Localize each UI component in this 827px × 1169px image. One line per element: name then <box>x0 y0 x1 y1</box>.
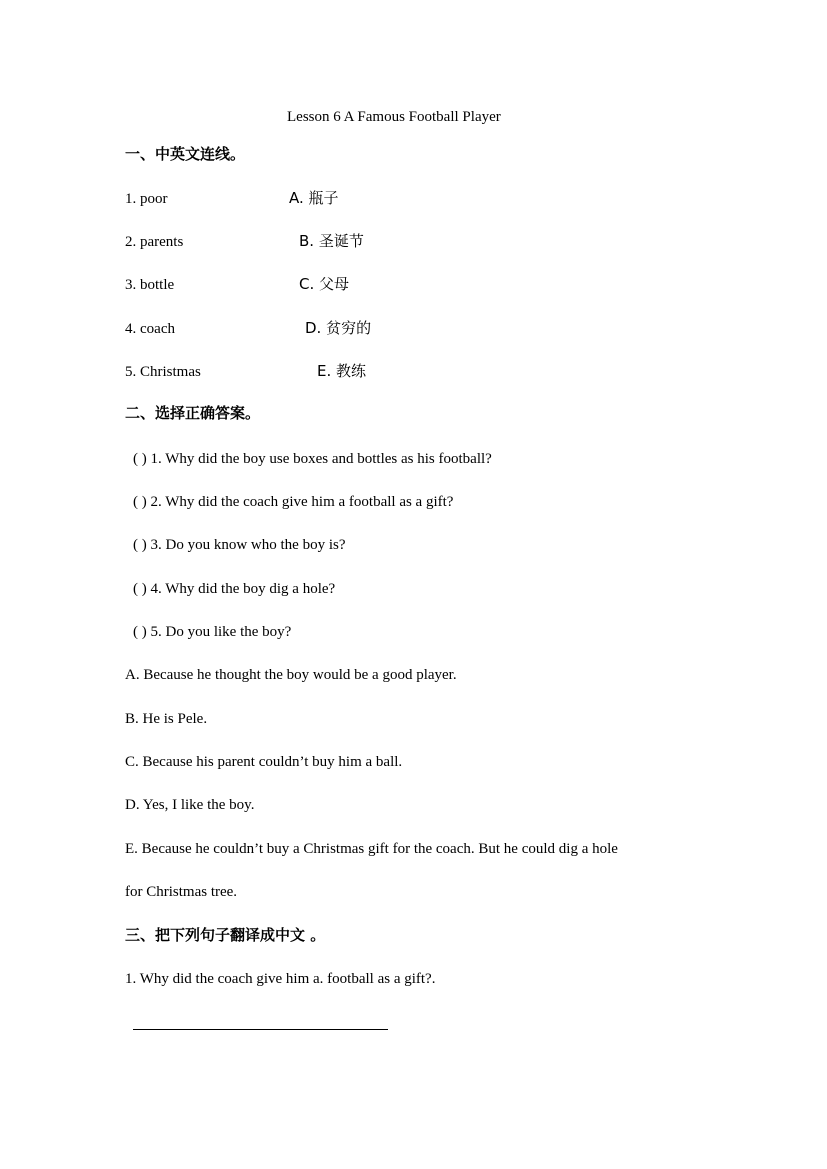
question-item: ( ) 3. Do you know who the boy is? <box>133 537 346 553</box>
section-2-heading: 二、选择正确答案。 <box>125 404 261 422</box>
page-title: Lesson 6 A Famous Football Player <box>287 109 501 125</box>
match-right-item: D. 贫穷的 <box>305 319 372 337</box>
question-item: ( ) 2. Why did the coach give him a football as a gift? <box>133 494 454 510</box>
match-left-item: 2. parents <box>125 234 184 250</box>
match-left-item: 3. bottle <box>125 277 175 293</box>
section-3-heading: 三、把下列句子翻译成中文 。 <box>125 926 326 944</box>
answer-option: B. He is Pele. <box>125 711 208 727</box>
answer-line <box>133 1029 388 1030</box>
match-right-item: B. 圣诞节 <box>299 232 364 250</box>
translate-sentence: 1. Why did the coach give him a. football as a gift?. <box>125 971 436 987</box>
match-right-item: C. 父母 <box>299 275 350 293</box>
answer-option: for Christmas tree. <box>125 884 238 900</box>
match-right-item: A. 瓶子 <box>289 189 339 207</box>
answer-option: C. Because his parent couldn’t buy him a ball. <box>125 754 403 770</box>
question-item: ( ) 4. Why did the boy dig a hole? <box>133 581 336 597</box>
match-left-item: 4. coach <box>125 321 175 337</box>
question-item: ( ) 5. Do you like the boy? <box>133 624 292 640</box>
answer-option: D. Yes, I like the boy. <box>125 797 255 813</box>
match-left-item: 1. poor <box>125 191 168 207</box>
match-right-item: E. 教练 <box>317 362 367 380</box>
answer-option: E. Because he couldn’t buy a Christmas gift for the coach. But he could dig a hole <box>125 841 618 857</box>
match-left-item: 5. Christmas <box>125 364 201 380</box>
section-1-heading: 一、中英文连线。 <box>125 145 246 163</box>
answer-option: A. Because he thought the boy would be a good player. <box>125 667 457 683</box>
question-item: ( ) 1. Why did the boy use boxes and bottles as his football? <box>133 451 492 467</box>
